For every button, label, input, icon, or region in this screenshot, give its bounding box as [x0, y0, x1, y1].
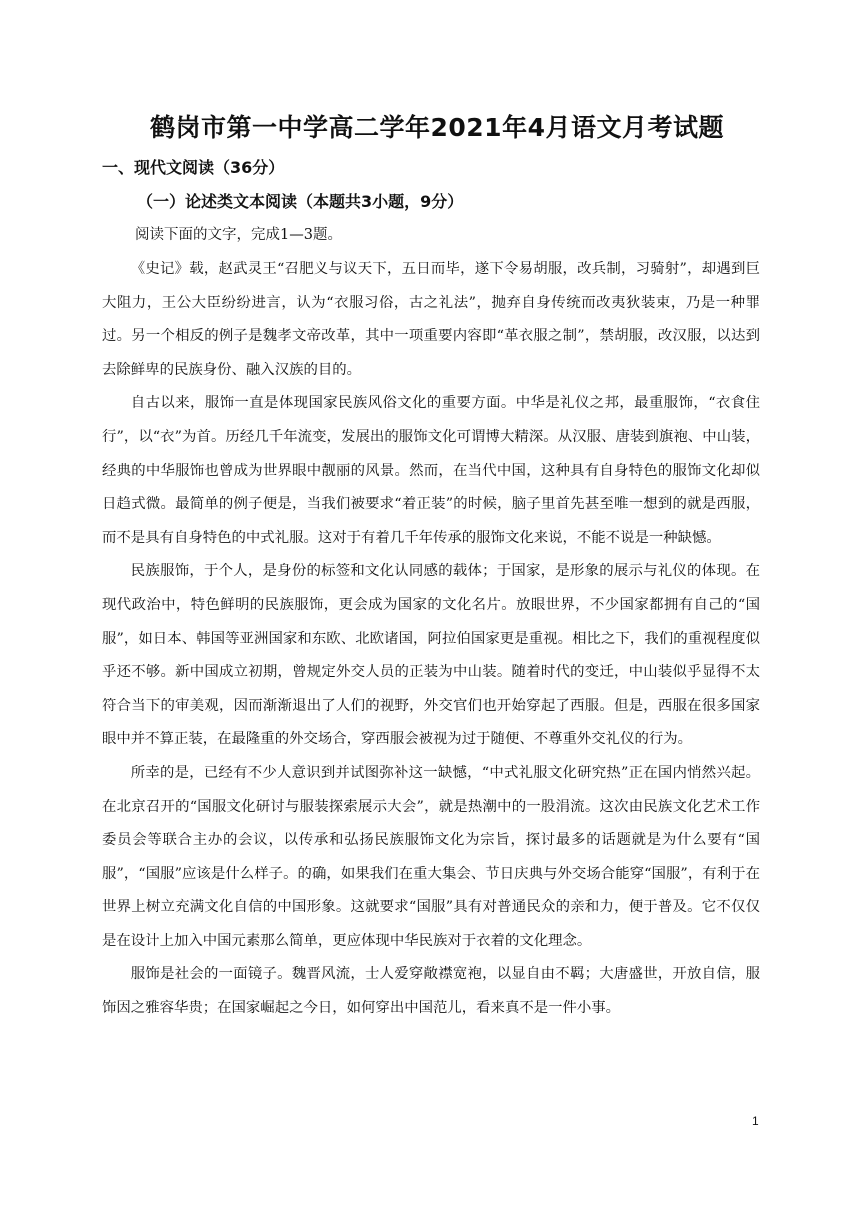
page-number: 1 — [752, 1114, 759, 1128]
section-heading: 一、现代文阅读（36分） — [102, 158, 285, 177]
reading-instruction: 阅读下面的文字，完成1—3题。 — [135, 227, 342, 243]
exam-title: 鹤岗市第一中学高二学年2021年4月语文月考试题 — [150, 113, 724, 142]
subsection-heading: （一）论述类文本阅读（本题共3小题，9分） — [137, 192, 464, 211]
article-paragraph: 自古以来，服饰一直是体现国家民族风俗文化的重要方面。中华是礼仪之邦，最重服饰，“衣食住行”，以“衣”为首。历经几千年流变，发展出的服饰文化可谓博大精深。从汉服、唐装到旗袍、中山装，经典的中华服饰也曾成为世界眼中靓丽的风景。然而，在当代中国，这种具有自身特色的服饰文化却似日趋式微。最简单的例子便是，当我们被要求“着正装”的时候，脑子里首先甚至唯一想到的就是西服，而不是具有自身特色的中式礼服。这对于有着几千年传承的服饰文化来说，不能不说是一种缺憾。 — [102, 395, 760, 546]
article-paragraph: 民族服饰，于个人，是身份的标签和文化认同感的载体；于国家，是形象的展示与礼仪的体现。在现代政治中，特色鲜明的民族服饰，更会成为国家的文化名片。放眼世界，不少国家都拥有自己的“国服”，如日本、韩国等亚洲国家和东欧、北欧诸国，阿拉伯国家更是重视。相比之下，我们的重视程度似乎还不够。新中国成立初期，曾规定外交人员的正装为中山装。随着时代的变迁，中山装似乎显得不太符合当下的审美观，因而渐渐退出了人们的视野，外交官们也开始穿起了西服。但是，西服在很多国家眼中并不算正装，在最隆重的外交场合，穿西服会被视为过于随便、不尊重外交礼仪的行为。 — [102, 563, 760, 748]
article-paragraph: 服饰是社会的一面镜子。魏晋风流，士人爱穿敞襟宽袍，以显自由不羁；大唐盛世，开放自信，服饰因之雅容华贵；在国家崛起之今日，如何穿出中国范儿，看来真不是一件小事。 — [102, 966, 760, 1017]
article-body — [102, 253, 760, 1026]
article-paragraph: 《史记》载，赵武灵王“召肥义与议天下，五日而毕，遂下令易胡服，改兵制，习骑射”，却遇到巨大阻力，王公大臣纷纷进言，认为“衣服习俗，古之礼法”，抛弃自身传统而改夷狄装束，乃是一种罪过。另一个相反的例子是魏孝文帝改革，其中一项重要内容即“革衣服之制”，禁胡服，改汉服，以达到去除鲜卑的民族身份、融入汉族的目的。 — [102, 261, 760, 378]
article-paragraph: 所幸的是，已经有不少人意识到并试图弥补这一缺憾，“中式礼服文化研究热”正在国内悄然兴起。在北京召开的“国服文化研讨与服装探索展示大会”，就是热潮中的一股涓流。这次由民族文化艺术工作委员会等联合主办的会议，以传承和弘扬民族服饰文化为宗旨，探讨最多的话题就是为什么要有“国服”，“国服”应该是什么样子。的确，如果我们在重大集会、节日庆典与外交场合能穿“国服”，有利于在世界上树立充满文化自信的中国形象。这就要求“国服”具有对普通民众的亲和力，便于普及。它不仅仅是在设计上加入中国元素那么简单，更应体现中华民族对于衣着的文化理念。 — [102, 764, 760, 949]
